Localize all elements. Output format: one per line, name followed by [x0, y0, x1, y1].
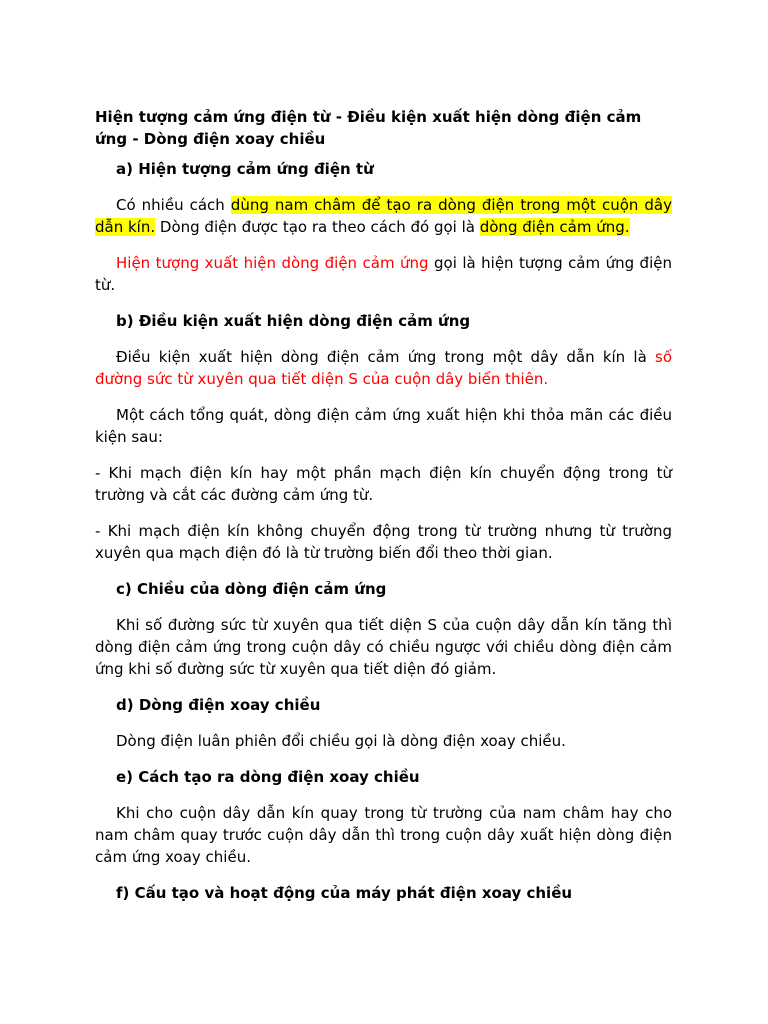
- section-f-heading: f) Cấu tạo và hoạt động của máy phát điện xoay chiều: [116, 884, 573, 902]
- section-d-heading: d) Dòng điện xoay chiều: [116, 696, 321, 714]
- section-e-heading: e) Cách tạo ra dòng điện xoay chiều: [116, 768, 420, 786]
- highlighted-text: dùng nam châm để tạo ra dòng điện trong một cuộn dây dẫn kín.: [95, 196, 672, 236]
- text-run: Điều kiện xuất hiện dòng điện cảm ứng trong một dây dẫn kín là: [116, 348, 655, 366]
- section-c-heading: c) Chiều của dòng điện cảm ứng: [116, 580, 387, 598]
- text-run: Có nhiều cách: [116, 196, 231, 214]
- section-a-paragraph-1: [95, 194, 672, 238]
- document-body: [95, 106, 672, 918]
- red-text: số đường sức từ xuyên qua tiết diện S của cuộn dây biến thiên.: [95, 348, 672, 388]
- red-text: Hiện tượng xuất hiện dòng điện cảm ứng: [116, 254, 429, 272]
- section-b-condition-1: - Khi mạch điện kín hay một phần mạch điện kín chuyển động trong từ trường và cắt các đường cảm ứng từ.: [95, 464, 672, 504]
- section-b-paragraph-1: [95, 346, 672, 390]
- section-b-condition-2: - Khi mạch điện kín không chuyển động trong từ trường nhưng từ trường xuyên qua mạch điện đó là từ trường biến đổi theo thời gian.: [95, 522, 672, 562]
- text-run: gọi là hiện tượng cảm ứng điện từ.: [95, 254, 672, 294]
- section-d-paragraph-1: Dòng điện luân phiên đổi chiều gọi là dòng điện xoay chiều.: [116, 732, 566, 750]
- section-b-heading: b) Điều kiện xuất hiện dòng điện cảm ứng: [116, 312, 471, 330]
- section-e-paragraph-1: Khi cho cuộn dây dẫn kín quay trong từ trường của nam châm hay cho nam châm quay trước cuộn dây dẫn thì trong cuộn dây xuất hiện dòng điện cảm ứng xoay chiều.: [95, 804, 672, 866]
- highlighted-text: dòng điện cảm ứng.: [479, 218, 630, 236]
- section-b-paragraph-2: Một cách tổng quát, dòng điện cảm ứng xuất hiện khi thỏa mãn các điều kiện sau:: [95, 406, 672, 446]
- section-a-heading: a) Hiện tượng cảm ứng điện từ: [116, 160, 374, 178]
- section-c-paragraph-1: Khi số đường sức từ xuyên qua tiết diện S của cuộn dây dẫn kín tăng thì dòng điện cảm ứng trong cuộn dây có chiều ngược với chiều dòng điện cảm ứng khi số đường sức từ xuyên qua tiết diện đó giảm.: [95, 616, 672, 678]
- section-a-paragraph-2: [95, 252, 672, 296]
- document-title: Hiện tượng cảm ứng điện từ - Điều kiện xuất hiện dòng điện cảm ứng - Dòng điện xoay chiều: [95, 108, 642, 148]
- text-run: Dòng điện được tạo ra theo cách đó gọi là: [155, 218, 480, 236]
